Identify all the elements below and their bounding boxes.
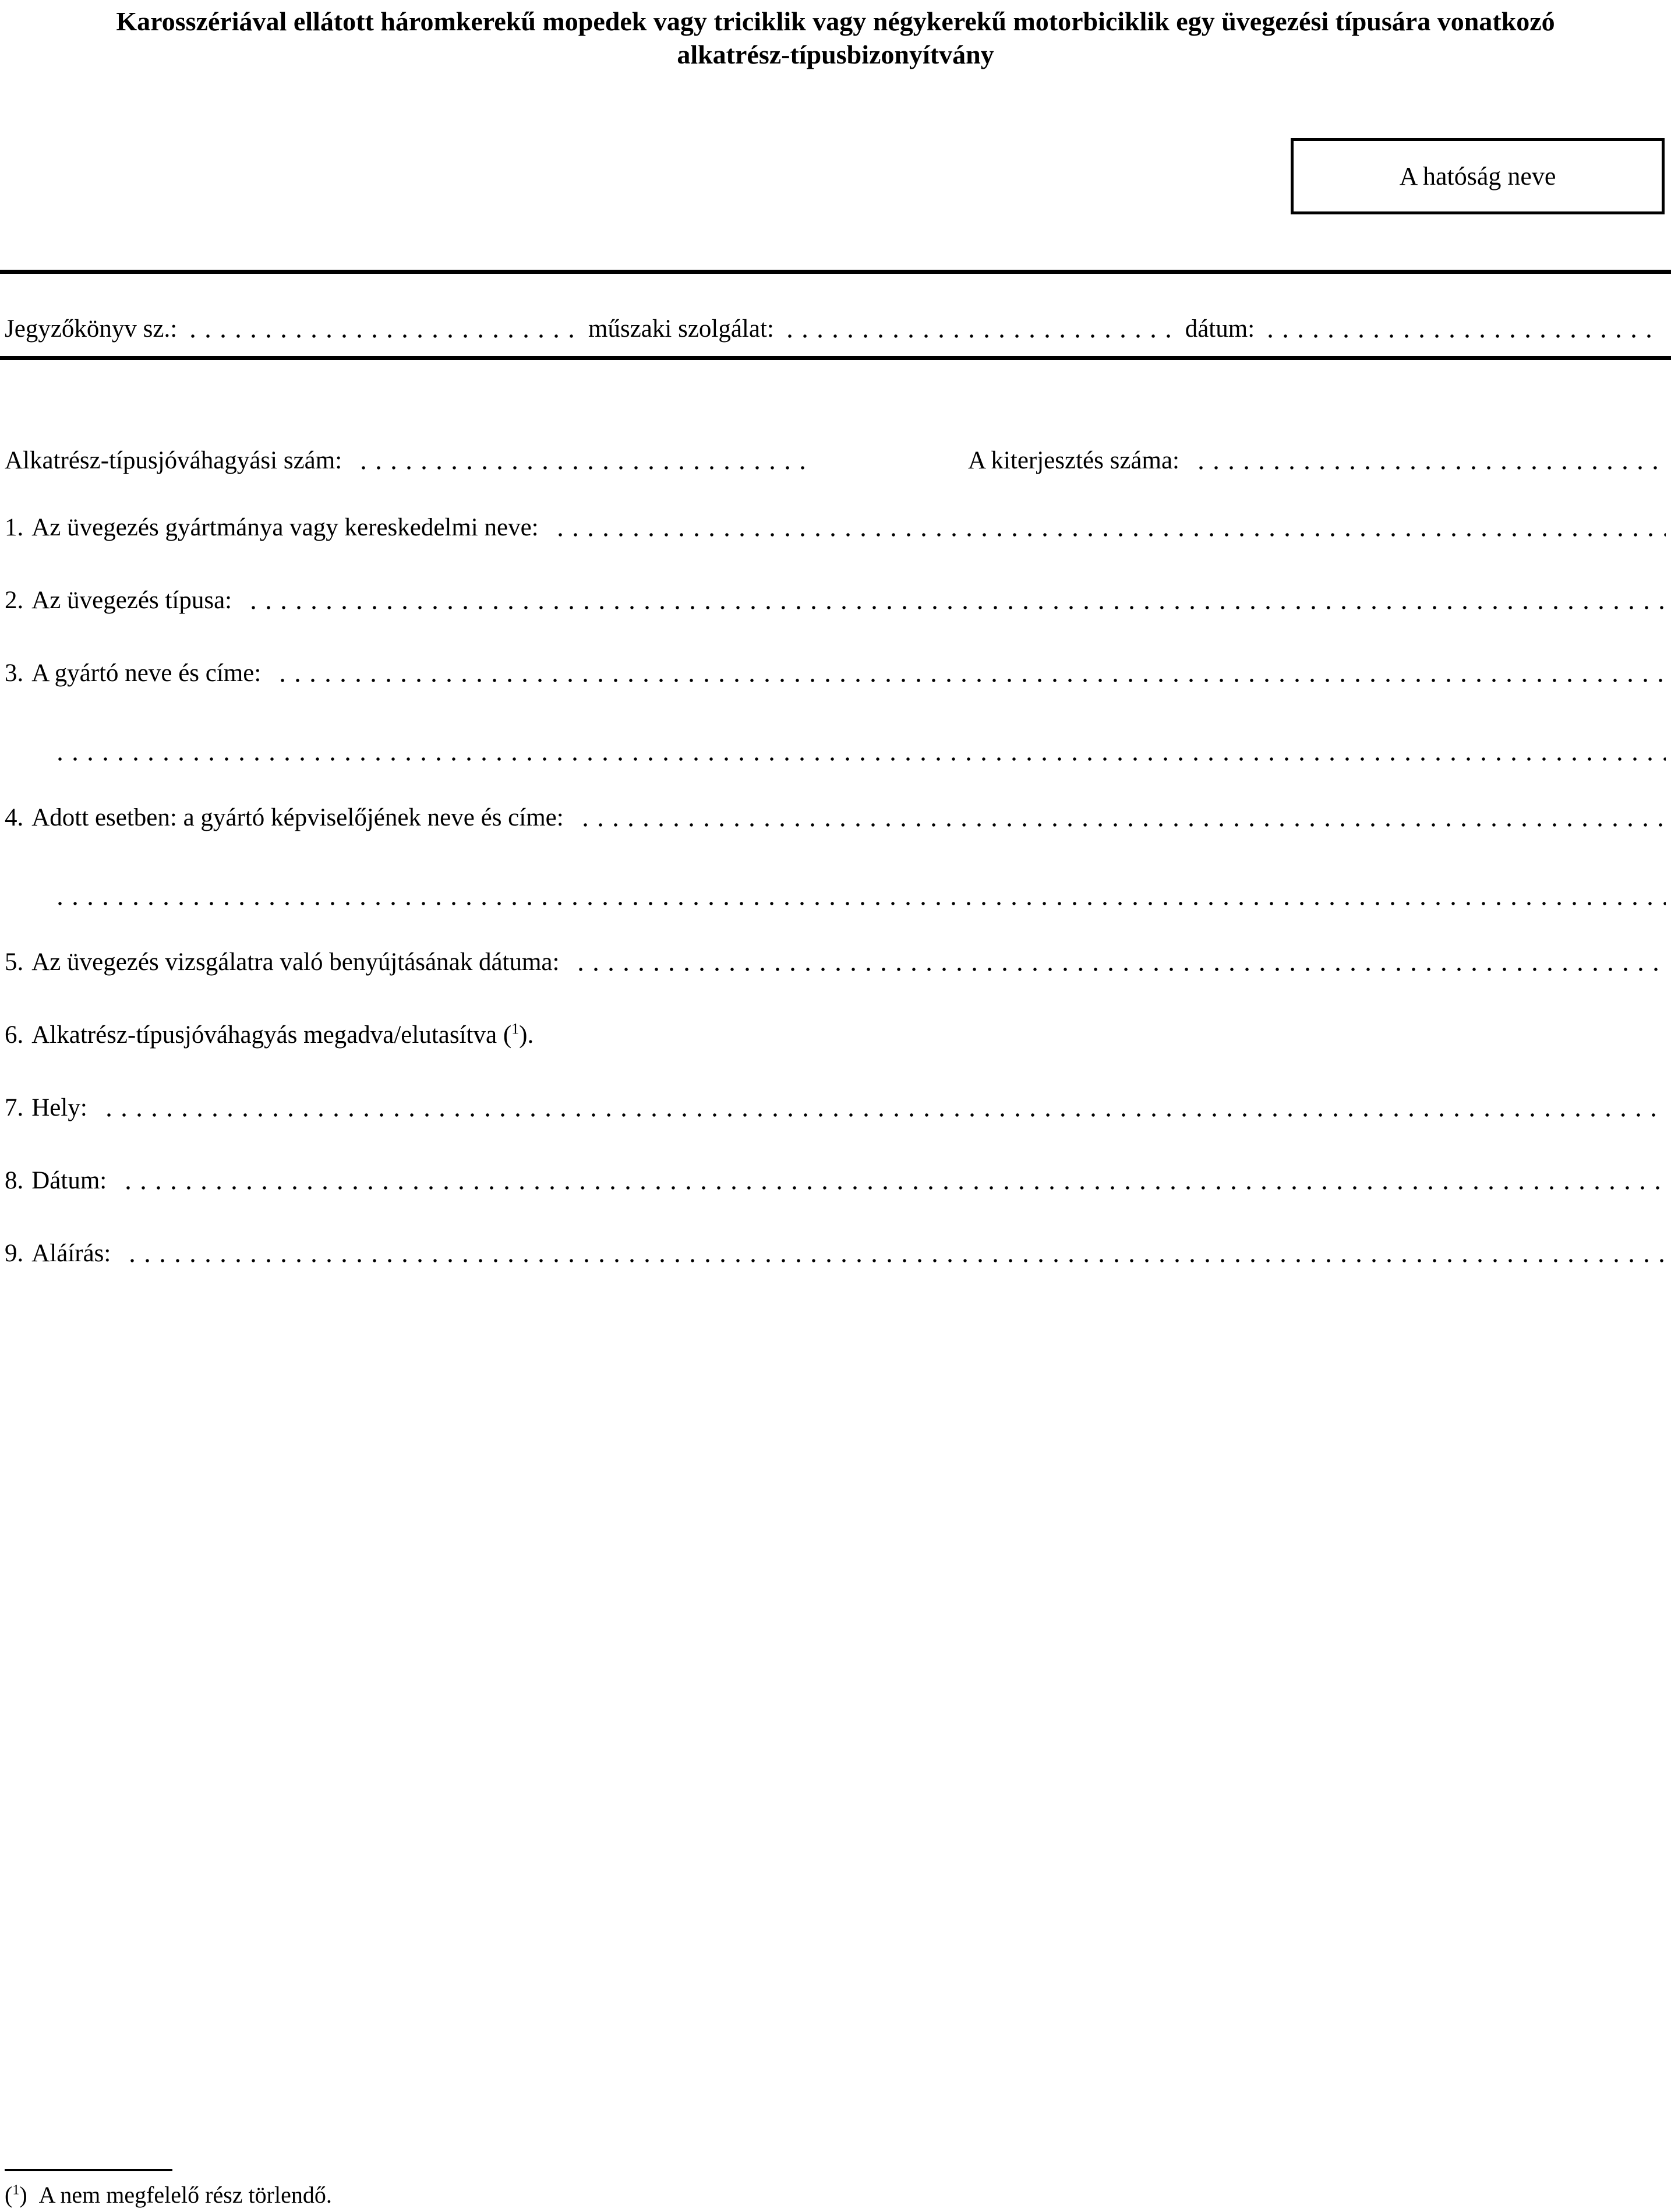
- item-number: 5.: [5, 948, 24, 976]
- item-dotted-field: [578, 803, 1666, 832]
- protocol-row: [5, 315, 1666, 344]
- item-label: Az üvegezés gyártmánya vagy kereskedelmi neve:: [31, 514, 539, 541]
- item-number: 8.: [5, 1167, 24, 1194]
- authority-name-box: [1291, 138, 1665, 214]
- item-number: 9.: [5, 1240, 24, 1267]
- item-label: Hely:: [31, 1094, 87, 1121]
- item-dotted-field: [573, 948, 1666, 977]
- date-dotted-field: [1263, 315, 1658, 344]
- item-number: 4.: [5, 804, 24, 831]
- item-dotted-field: [101, 1093, 1666, 1123]
- approval-row: [5, 446, 1666, 475]
- footnote: [5, 2169, 332, 2210]
- form-item-7: [5, 1093, 1666, 1123]
- item-number: 2.: [5, 587, 24, 614]
- form-item-9: [5, 1239, 1666, 1268]
- extension-number-dotted-field: [1193, 446, 1666, 475]
- item-label: Aláírás:: [31, 1240, 111, 1267]
- protocol-number-label: Jegyzőkönyv sz.:: [5, 315, 178, 343]
- footnote-separator-rule: [5, 2169, 172, 2171]
- approval-number-dotted-field: [356, 446, 815, 475]
- form-item-2: [5, 586, 1666, 615]
- approval-number-group: [5, 446, 815, 475]
- item-number: 6.: [5, 1021, 24, 1049]
- footnote-reference-superscript: 1: [511, 1020, 520, 1038]
- footnote-text: A nem megfelelő rész törlendő.: [38, 2182, 332, 2208]
- authority-name-label: A hatóság neve: [1399, 162, 1556, 190]
- item-number: 1.: [5, 514, 24, 541]
- extension-number-group: [968, 446, 1666, 475]
- continuation-dotted-field: [52, 882, 1666, 911]
- item-number: 7.: [5, 1094, 24, 1121]
- form-item-8: [5, 1166, 1666, 1195]
- item-label: Dátum:: [31, 1167, 107, 1194]
- item-dotted-field: [125, 1239, 1666, 1268]
- approval-number-label: Alkatrész-típusjóváhagyási szám:: [5, 447, 342, 474]
- item-label-pre: Alkatrész-típusjóváhagyás megadva/elutasítva (: [31, 1021, 512, 1049]
- continuation-dotted-line: [5, 738, 1666, 767]
- form-item-5: [5, 948, 1666, 977]
- form-item-3: [5, 659, 1666, 688]
- continuation-dotted-line: [5, 882, 1666, 911]
- item-label: [31, 1021, 534, 1050]
- item-dotted-field: [246, 586, 1666, 615]
- item-number: 3.: [5, 659, 24, 687]
- item-label: A gyártó neve és címe:: [31, 659, 262, 687]
- item-label: Adott esetben: a gyártó képviselőjének neve és címe:: [31, 804, 564, 831]
- item-label: Az üvegezés típusa:: [31, 587, 232, 614]
- item-dotted-field: [553, 513, 1666, 542]
- bottom-divider-rule: [0, 356, 1671, 360]
- item-label: Az üvegezés vizsgálatra való benyújtásának dátuma:: [31, 948, 560, 976]
- item-dotted-field: [275, 659, 1666, 688]
- page-title: Karosszériával ellátott háromkerekű mopedek vagy triciklik vagy négykerekű motorbiciklik egy üvegezési típusára vonatkozó alkatrész-típusbizonyítvány: [116, 6, 1555, 69]
- footnote-marker: ($^1$): [5, 2182, 27, 2208]
- form-item-4: [5, 803, 1666, 832]
- item-dotted-field: [121, 1166, 1666, 1195]
- item-label-post: ).: [519, 1021, 534, 1049]
- form-item-6: [5, 1021, 1666, 1050]
- date-label: dátum:: [1185, 315, 1255, 343]
- form-item-1: [5, 513, 1666, 542]
- protocol-number-dotted-field: [185, 315, 580, 344]
- continuation-dotted-field: [52, 738, 1666, 767]
- technical-service-label: műszaki szolgálat:: [588, 315, 774, 343]
- top-divider-rule: [0, 270, 1671, 274]
- extension-number-label: A kiterjesztés száma:: [968, 447, 1179, 474]
- technical-service-dotted-field: [782, 315, 1177, 344]
